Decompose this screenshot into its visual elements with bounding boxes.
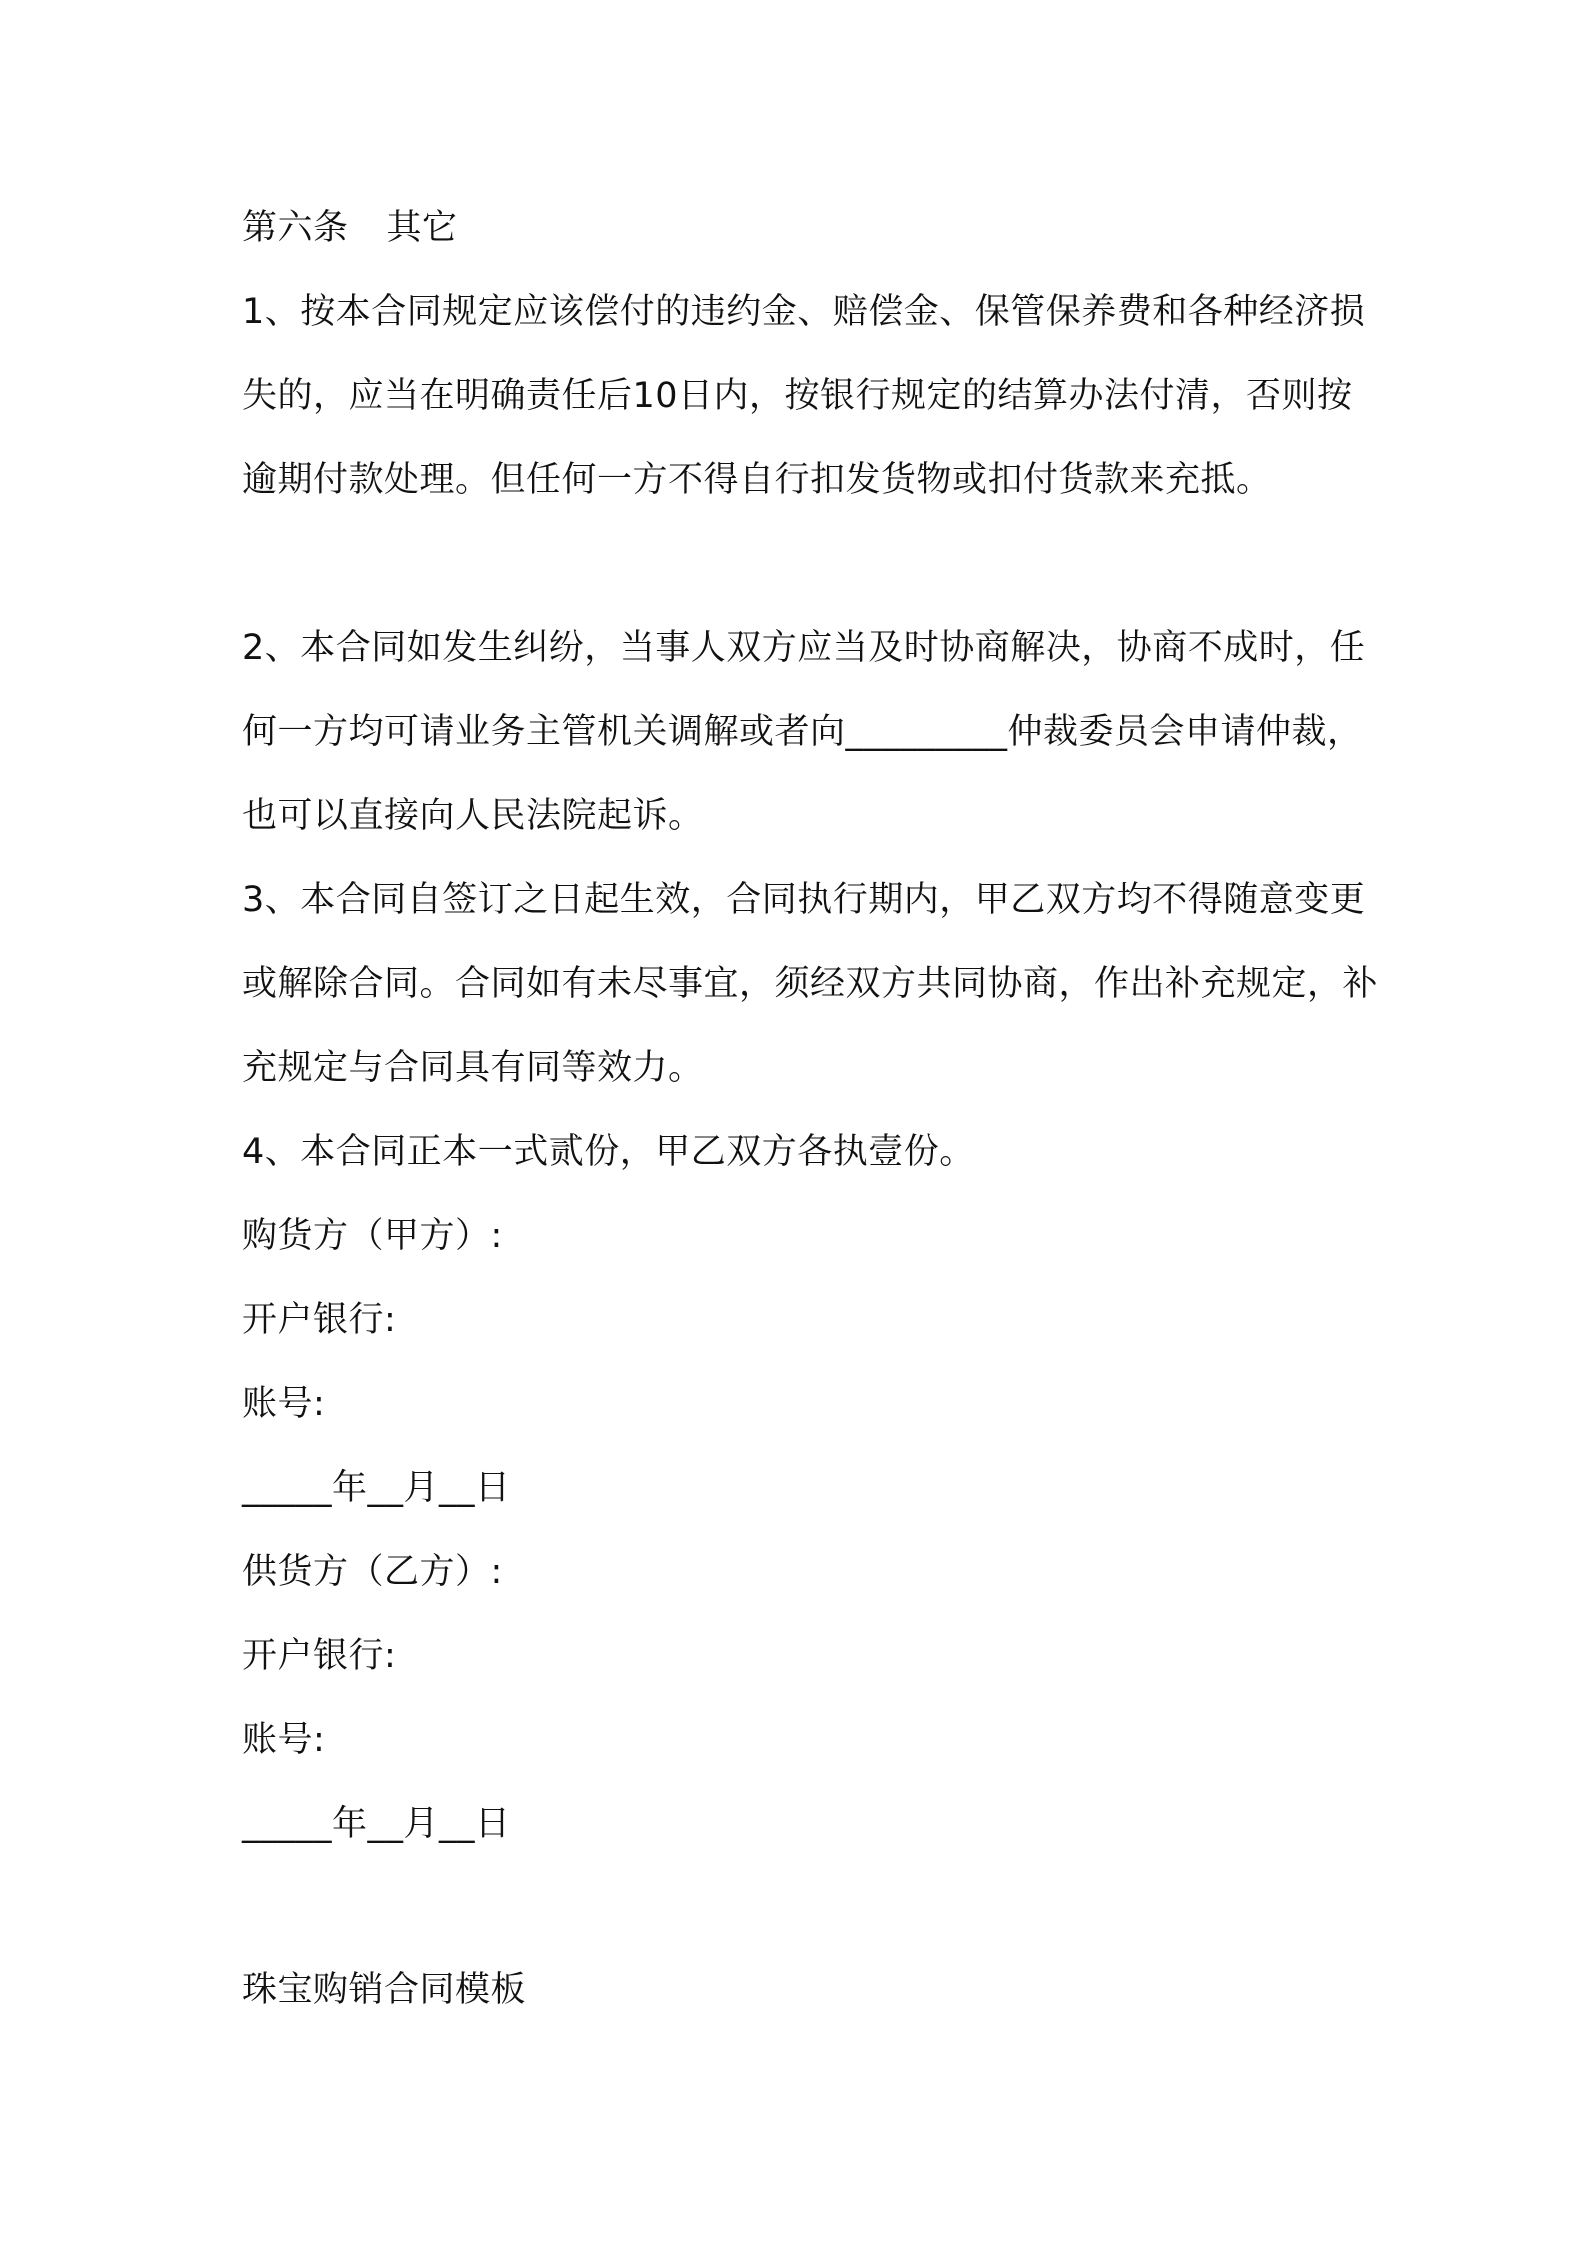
article-heading [242,186,458,270]
seller-account-label: 账号: [242,1720,326,1760]
seller-party-label: 供货方（乙方）: [242,1552,503,1592]
clause-2: 2、本合同如发生纠纷，当事人双方应当及时协商解决，协商不成时，任何一方均可请业务主管机关调解或者向_________仲裁委员会申请仲裁，也可以直接向人民法院起诉。 [242,628,1366,836]
buyer-party-label: 购货方（甲方）: [242,1216,503,1256]
seller-date-line: _____年__月__日 [242,1804,511,1844]
article-number: 第六条 [242,208,349,248]
footer-title: 珠宝购销合同模板 [242,1970,527,2010]
buyer-account-label: 账号: [242,1384,326,1424]
seller-bank-label: 开户银行: [242,1636,397,1676]
clause-1: 1、按本合同规定应该偿付的违约金、赔偿金、保管保养费和各种经济损失的，应当在明确责任后10日内，按银行规定的结算办法付清，否则按逾期付款处理。但任何一方不得自行扣发货物或扣付货款来充抵。 [242,292,1366,500]
article-title: 其它 [386,208,458,248]
buyer-date-line: _____年__月__日 [242,1468,511,1508]
buyer-bank-label: 开户银行: [242,1300,397,1340]
clause-3: 3、本合同自签订之日起生效，合同执行期内，甲乙双方均不得随意变更或解除合同。合同如有未尽事宜，须经双方共同协商，作出补充规定，补充规定与合同具有同等效力。 [242,880,1379,1088]
clause-4: 4、本合同正本一式贰份，甲乙双方各执壹份。 [242,1132,975,1172]
